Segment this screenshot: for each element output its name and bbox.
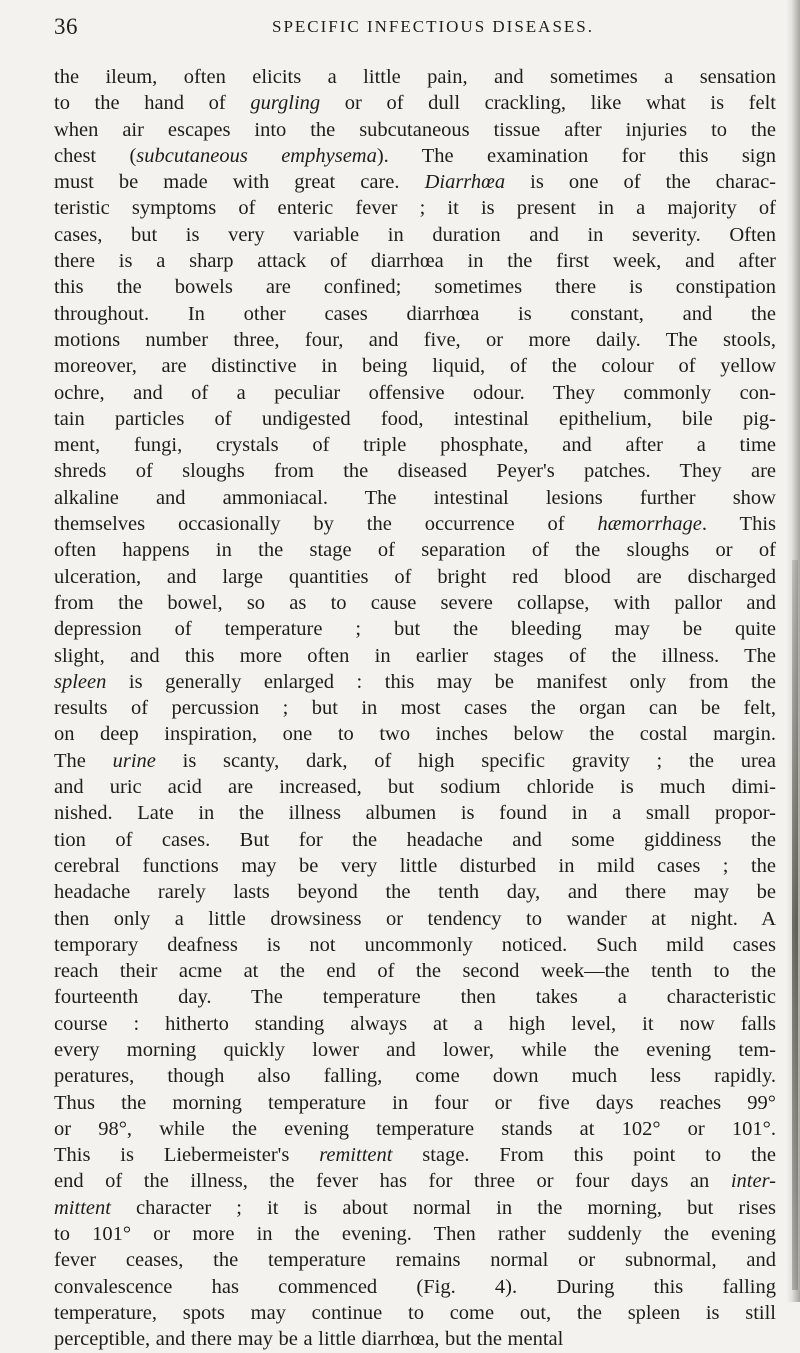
italic-term: urine <box>112 749 156 772</box>
text-line <box>54 1195 776 1221</box>
text-line <box>54 879 776 905</box>
text-run: chest ( <box>54 144 137 167</box>
text-line <box>54 90 776 116</box>
text-run: the ileum, often elicits a little pain, and sometimes a sensation <box>54 66 776 88</box>
text-run: fourteenth day. The temperature then takes a characteristic <box>54 986 776 1009</box>
text-line <box>54 1326 776 1352</box>
text-line <box>54 721 776 747</box>
text-run: Thus the morning temperature in four or five days reaches 99° <box>54 1091 776 1114</box>
italic-term: mittent <box>54 1196 111 1219</box>
text-run: nished. Late in the illness albumen is found in a small propor- <box>54 802 776 825</box>
text-run: this the bowels are confined; sometimes there is constipation <box>54 276 776 299</box>
text-run: must be made with great care. <box>54 171 425 194</box>
text-run: tion of cases. But for the headache and some giddiness the <box>54 828 776 851</box>
text-line <box>54 958 776 984</box>
text-run: slight, and this more often in earlier stages of the illness. The <box>54 644 776 667</box>
text-line <box>54 1247 776 1273</box>
text-run: or of dull crackling, like what is felt <box>320 92 777 115</box>
text-run: is generally enlarged : this may be manifest only from the <box>106 670 776 693</box>
text-line <box>54 800 776 826</box>
text-line <box>54 748 776 774</box>
text-run: is one of the charac- <box>505 171 776 194</box>
text-line <box>54 64 776 90</box>
text-run: character ; it is about normal in the morning, but rises <box>110 1196 776 1219</box>
text-line <box>54 827 776 853</box>
text-line <box>54 1011 776 1037</box>
text-run: headache rarely lasts beyond the tenth day, and there may be <box>54 881 776 904</box>
text-run: often happens in the stage of separation of the sloughs or of <box>54 539 776 562</box>
text-line <box>54 1090 776 1116</box>
text-line <box>54 274 776 300</box>
text-line <box>54 248 776 274</box>
text-run: to the hand of <box>54 92 251 115</box>
text-line <box>54 406 776 432</box>
text-line <box>54 564 776 590</box>
text-line <box>54 853 776 879</box>
text-line <box>54 353 776 379</box>
text-run: ment, fungi, crystals of triple phosphate, and after a time <box>54 434 776 457</box>
text-line <box>54 1116 776 1142</box>
page-edge-binding <box>792 560 798 1290</box>
text-run: temperature, spots may continue to come out, the spleen is still <box>54 1301 776 1324</box>
text-run: themselves occasionally by the occurrence of <box>54 513 598 536</box>
italic-term: Diarrhœa <box>424 171 506 194</box>
text-run: motions number three, four, and five, or more daily. The stools, <box>54 328 776 351</box>
text-run: then only a little drowsiness or tendency to wander at night. A <box>54 907 776 930</box>
body-text <box>54 64 776 1353</box>
text-run: from the bowel, so as to cause severe collapse, with pallor and <box>54 591 776 614</box>
text-line <box>54 1274 776 1300</box>
text-run: The <box>54 749 113 772</box>
text-run: alkaline and ammoniacal. The intestinal lesions further show <box>54 486 776 509</box>
text-line <box>54 1142 776 1168</box>
text-run: there is a sharp attack of diarrhœa in the first week, and after <box>54 250 776 273</box>
italic-term: spleen <box>54 670 107 693</box>
text-run: temporary deafness is not uncommonly noticed. Such mild cases <box>54 933 776 956</box>
text-line <box>54 1168 776 1194</box>
text-line <box>54 1221 776 1247</box>
page-number: 36 <box>54 14 78 39</box>
text-line <box>54 1063 776 1089</box>
text-run: peratures, though also falling, come down much less rapidly. <box>54 1065 776 1088</box>
text-run: fever ceases, the temperature remains normal or subnormal, and <box>54 1249 776 1272</box>
text-line <box>54 195 776 221</box>
text-run: This is Liebermeister's <box>54 1144 320 1167</box>
text-run: is scanty, dark, of high specific gravity ; the urea <box>155 749 776 772</box>
text-run: tain particles of undigested food, intestinal epithelium, bile pig- <box>54 407 776 430</box>
text-run: course : hitherto standing always at a high level, it now falls <box>54 1012 776 1035</box>
italic-term: remittent <box>319 1144 393 1167</box>
text-line <box>54 117 776 143</box>
text-line <box>54 1300 776 1326</box>
text-line <box>54 143 776 169</box>
text-run: ochre, and of a peculiar offensive odour. They commonly con- <box>54 381 776 404</box>
text-run: results of percussion ; but in most cases the organ can be felt, <box>54 697 776 720</box>
text-line <box>54 643 776 669</box>
text-line <box>54 669 776 695</box>
text-run: to 101° or more in the evening. Then rather suddenly the evening <box>54 1223 776 1246</box>
text-run: when air escapes into the subcutaneous tissue after injuries to the <box>54 118 776 141</box>
text-run: end of the illness, the fever has for three or four days an <box>54 1170 731 1193</box>
text-run: and uric acid are increased, but sodium chloride is much dimi- <box>54 776 776 799</box>
text-line <box>54 984 776 1010</box>
text-run: moreover, are distinctive in being liquid, of the colour of yellow <box>54 355 776 378</box>
text-run: reach their acme at the end of the second week—the tenth to the <box>54 960 776 983</box>
text-run: cerebral functions may be very little disturbed in mild cases ; the <box>54 854 776 877</box>
text-run: on deep inspiration, one to two inches below the costal margin. <box>54 723 776 746</box>
text-run: depression of temperature ; but the bleeding may be quite <box>54 618 776 641</box>
text-line <box>54 1037 776 1063</box>
text-line <box>54 485 776 511</box>
text-run: throughout. In other cases diarrhœa is constant, and the <box>54 302 776 325</box>
text-line <box>54 695 776 721</box>
text-line <box>54 774 776 800</box>
text-run: convalescence has commenced (Fig. 4). During this falling <box>54 1275 776 1298</box>
text-line <box>54 932 776 958</box>
text-run: ulceration, and large quantities of bright red blood are discharged <box>54 565 776 588</box>
text-run: ). The examination for this sign <box>376 144 776 167</box>
text-line <box>54 590 776 616</box>
text-line <box>54 380 776 406</box>
text-line <box>54 537 776 563</box>
text-run: teristic symptoms of enteric fever ; it is present in a majority of <box>54 197 776 220</box>
italic-term: subcutaneous emphysema <box>136 144 377 167</box>
italic-term: inter- <box>730 1170 776 1193</box>
text-line <box>54 169 776 195</box>
text-line <box>54 511 776 537</box>
running-head: SPECIFIC INFECTIOUS DISEASES. <box>271 17 594 36</box>
text-line <box>54 222 776 248</box>
text-line <box>54 301 776 327</box>
text-line <box>54 906 776 932</box>
text-run: shreds of sloughs from the diseased Peyer's patches. They are <box>54 460 776 483</box>
text-line <box>54 458 776 484</box>
italic-term: hæmorrhage <box>597 513 702 536</box>
text-line <box>54 616 776 642</box>
italic-term: gurgling <box>250 92 321 115</box>
text-run: every morning quickly lower and lower, while the evening tem- <box>54 1038 776 1061</box>
text-line <box>54 327 776 353</box>
page-header <box>54 14 772 42</box>
text-run: perceptible, and there may be a little diarrhœa, but the mental <box>54 1328 564 1351</box>
text-run: or 98°, while the evening temperature stands at 102° or 101°. <box>54 1117 776 1140</box>
text-run: cases, but is very variable in duration and in severity. Often <box>54 223 776 246</box>
text-run: . This <box>701 513 776 536</box>
text-run: stage. From this point to the <box>392 1144 776 1167</box>
text-line <box>54 432 776 458</box>
